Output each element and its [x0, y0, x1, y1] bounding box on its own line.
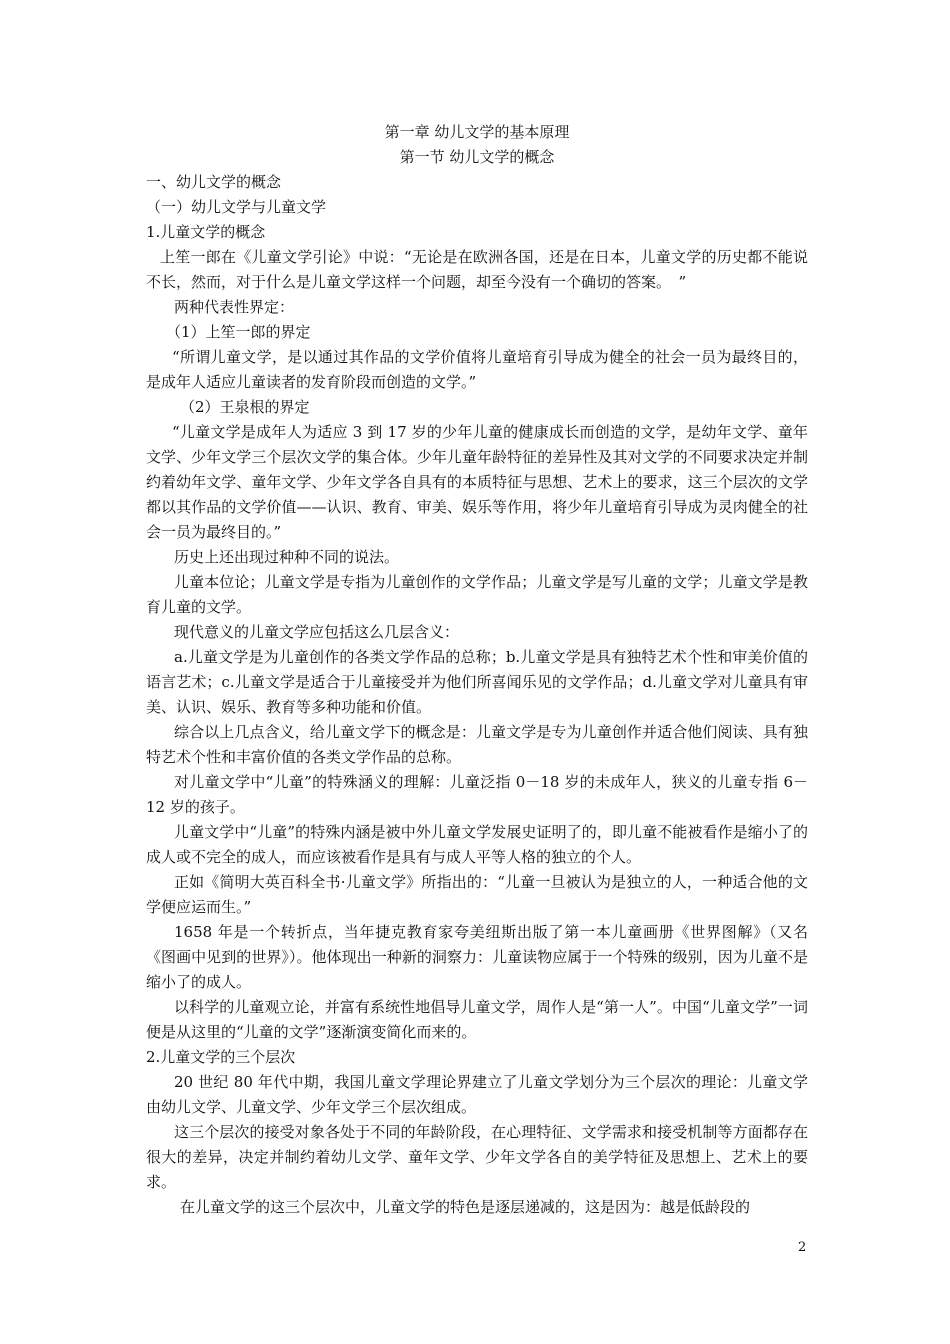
paragraph: 以科学的儿童观立论，并富有系统性地倡导儿童文学，周作人是“第一人”。中国“儿童文学”一词便是从这里的“儿童的文学”逐渐演变简化而来的。 — [146, 998, 808, 1041]
paragraph: 正如《简明大英百科全书·儿童文学》所指出的：“儿童一旦被认为是独立的人，一种适合他的文学便应运而生。” — [146, 873, 808, 916]
sub-heading: （2）王泉根的界定 — [180, 398, 310, 416]
paragraph: 儿童文学中“儿童”的特殊内涵是被中外儿童文学发展史证明了的，即儿童不能被看作是缩小了的成人或不完全的成人，而应该被看作是具有与成人平等人格的独立的个人。 — [146, 823, 808, 866]
page-number: 2 — [798, 1240, 807, 1255]
paragraph: 综合以上几点含义，给儿童文学下的概念是：儿童文学是专为儿童创作并适合他们阅读、具有独特艺术个性和丰富价值的各类文学作品的总称。 — [146, 723, 808, 766]
paragraph: 这三个层次的接受对象各处于不同的年龄阶段，在心理特征、文学需求和接受机制等方面都存在很大的差异，决定并制约着幼儿文学、童年文学、少年文学各自的美学特征及思想上、艺术上的要求。 — [146, 1123, 808, 1191]
section-title: 第一节 幼儿文学的概念 — [399, 148, 555, 166]
paragraph: 1658 年是一个转折点，当年捷克教育家夸美纽斯出版了第一本儿童画册《世界图解》（又名《图画中见到的世界》）。他体现出一种新的洞察力：儿童读物应属于一个特殊的级别，因为儿童不是缩小了的成人。 — [146, 923, 808, 991]
paragraph: 历史上还出现过种种不同的说法。 — [174, 548, 400, 566]
paragraph: 两种代表性界定： — [174, 298, 295, 316]
quotation: “所谓儿童文学，是以通过其作品的文学价值将儿童培育引导成为健全的社会一员为最终目的，是成年人适应儿童读者的发育阶段而创造的文学。” — [146, 348, 808, 391]
quotation: “儿童文学是成年人为适应 3 到 17 岁的少年儿童的健康成长而创造的文学，是幼年文学、童年文学、少年文学三个层次文学的集合体。少年儿童年龄特征的差异性及其对文学的不同要求决定并制约着幼年文学、童年文学、少年文学各自具有的本质特征与思想、艺术上的要求，这三个层次的文学都以其作品的文学价值——认识、教育、审美、娱乐等作用，将少年儿童培育引导成为灵肉健全的社会一员为最终目的。” — [146, 423, 808, 541]
chapter-title: 第一章 幼儿文学的基本原理 — [384, 123, 570, 141]
paragraph: 在儿童文学的这三个层次中，儿童文学的特色是逐层递减的，这是因为：越是低龄段的 — [180, 1198, 751, 1216]
heading-level1: 一、幼儿文学的概念 — [146, 173, 282, 191]
heading-level3: 1.儿童文学的概念 — [146, 223, 266, 241]
sub-heading: （1）上笙一郎的界定 — [166, 323, 311, 341]
heading-level3: 2.儿童文学的三个层次 — [146, 1048, 296, 1066]
heading-level2: （一）幼儿文学与儿童文学 — [146, 198, 327, 216]
paragraph: 儿童本位论；儿童文学是专指为儿童创作的文学作品；儿童文学是写儿童的文学；儿童文学是教育儿童的文学。 — [146, 573, 808, 616]
paragraph: 现代意义的儿童文学应包括这么几层含义： — [174, 623, 460, 641]
document-body — [146, 120, 808, 1220]
paragraph: a.儿童文学是为儿童创作的各类文学作品的总称；b.儿童文学是具有独特艺术个性和审美价值的语言艺术；c.儿童文学是适合于儿童接受并为他们所喜闻乐见的文学作品；d.儿童文学对儿童具有审美、认识、娱乐、教育等多种功能和价值。 — [146, 648, 808, 716]
paragraph: 对儿童文学中“儿童”的特殊涵义的理解：儿童泛指 0－18 岁的未成年人，狭义的儿童专指 6－12 岁的孩子。 — [146, 773, 808, 816]
paragraph: 20 世纪 80 年代中期，我国儿童文学理论界建立了儿童文学划分为三个层次的理论：儿童文学由幼儿文学、儿童文学、少年文学三个层次组成。 — [146, 1073, 808, 1116]
paragraph: 上笙一郎在《儿童文学引论》中说：“无论是在欧洲各国，还是在日本，儿童文学的历史都不能说不长，然而，对于什么是儿童文学这样一个问题，却至今没有一个确切的答案。 ” — [146, 248, 808, 291]
